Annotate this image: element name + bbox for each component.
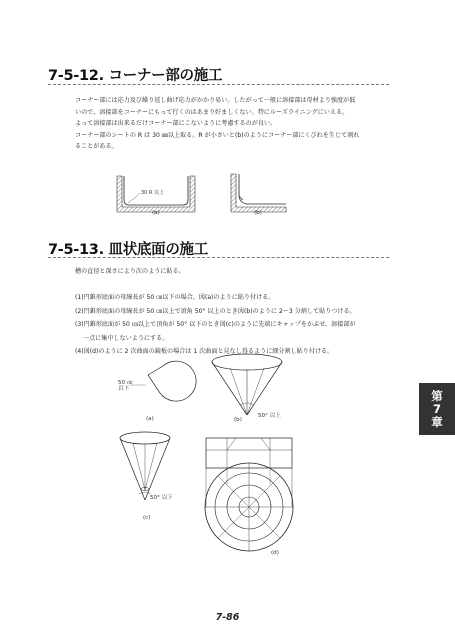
figure-label-b: (b) bbox=[254, 210, 262, 216]
list-item: (2)円錐形底面の母線長が 50 ㎝以上で頂角 50° 以上のとき図(b)のように 2～3 分割して貼りつける。 bbox=[75, 307, 356, 315]
dish-a-note-size: 50 ㎝ bbox=[118, 380, 133, 386]
section-heading-dish-bottom: 7-5-13. 皿状底面の施工 bbox=[48, 242, 208, 258]
dish-b-note: 50° 以上 bbox=[258, 413, 281, 419]
paragraph-line: ることがある。 bbox=[75, 143, 118, 151]
dish-figure-b bbox=[212, 354, 282, 415]
list-item: (1)円錐形底面の母線長が 50 ㎝以下の場合、図(a)のように貼り付ける。 bbox=[75, 294, 275, 301]
page-number: 7-86 bbox=[215, 612, 240, 623]
paragraph-line: コーナー部のシートの R は 30 ㎜以上取る。R が小さいと(b)のようにコーナー部にくびれを生じて割れ bbox=[75, 131, 360, 139]
paragraph-line: よって溶接部は出来るだけコーナー部にこないように考慮するのが良い。 bbox=[75, 120, 277, 128]
paragraph-line: いので、溶接部をコーナーにもって行くのはあまり好ましくない。特にルーズライニングにいえる。 bbox=[75, 108, 349, 116]
dish-figure-c bbox=[120, 432, 170, 500]
list-item: (4)図(d)のように 2 次曲面の鏡板の場合は 1 次曲面と見なし得るように細分割し貼り付ける。 bbox=[75, 348, 334, 355]
dish-figure-a bbox=[130, 361, 196, 401]
dish-figure-a-label: (a) bbox=[146, 416, 154, 422]
dish-figure-c-label: (c) bbox=[143, 515, 151, 521]
list-item: 一点に集中しないようにする。 bbox=[83, 334, 169, 342]
dish-a-note bbox=[118, 380, 133, 392]
dish-c-note: 50° 以下 bbox=[150, 495, 173, 501]
corner-r-annotation: 30 R 以上 bbox=[141, 190, 165, 196]
dish-figure-d-label: (d) bbox=[271, 550, 279, 556]
section-heading-corner: 7-5-12. コーナー部の施工 bbox=[48, 68, 223, 84]
chapter-tab-char: 第 bbox=[431, 388, 443, 403]
chapter-tab-number: 7 bbox=[432, 401, 441, 416]
chapter-tab-char: 章 bbox=[431, 414, 443, 429]
intro-line: 槽の直径と深さにより次のように貼る。 bbox=[75, 268, 185, 275]
dish-figure-b-label: (b) bbox=[234, 417, 242, 423]
chapter-tab bbox=[419, 383, 455, 435]
dish-figure-d bbox=[205, 438, 293, 551]
dish-a-note-limit: 以下 bbox=[118, 386, 130, 392]
list-item: (3)円錐形底面が 50 ㎝以上で頂角が 50° 以下のとき図(c)のように先端にキャップをかぶせ、溶接部が bbox=[75, 321, 356, 328]
figure-label-a: (a) bbox=[152, 210, 160, 216]
paragraph-line: コーナー部には応力及び繰り返し曲げ応力がかかり易い。したがって一般に溶接部は母材より強度が低 bbox=[75, 97, 356, 104]
